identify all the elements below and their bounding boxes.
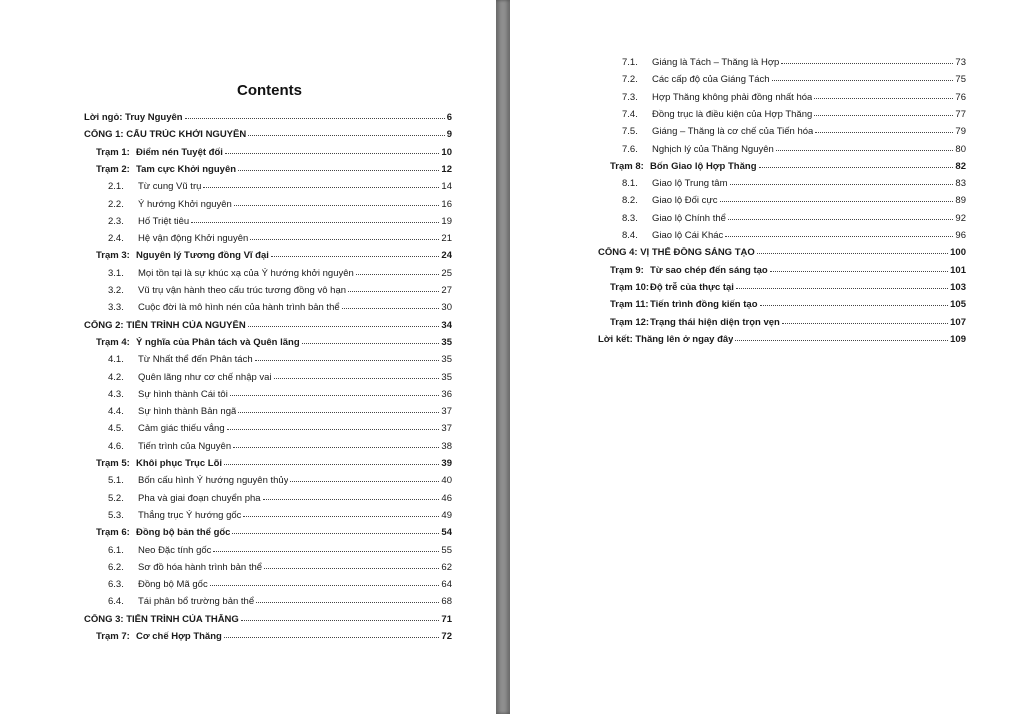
toc-entry-number: 6.3.	[108, 579, 124, 591]
dot-leader	[232, 533, 439, 534]
toc-entry-label: Bốn cấu hình Ý hướng nguyên thủy	[138, 475, 289, 487]
page-gutter	[496, 0, 510, 714]
toc-entry-number: Trạm 4:	[96, 336, 130, 348]
toc-entry[interactable]	[108, 216, 452, 230]
toc-entry-page-number: 68	[441, 596, 452, 608]
dot-leader	[274, 378, 440, 379]
toc-entry-number: 2.3.	[108, 215, 124, 227]
toc-entry-label: Neo Đặc tính gốc	[138, 544, 212, 556]
toc-entry-page-number: 71	[441, 613, 452, 625]
toc-entry-label: Đồng bộ bản thể gốc	[136, 527, 231, 539]
toc-entry[interactable]	[96, 631, 452, 645]
toc-entry-number: 3.2.	[108, 285, 124, 296]
toc-entry[interactable]	[622, 126, 966, 140]
toc-entry-number: 3.3.	[108, 302, 124, 314]
toc-entry-page-number: 35	[441, 336, 452, 348]
toc-entry-page-number: 16	[441, 198, 452, 210]
toc-entry-label: Độ trễ của thực tại	[650, 281, 734, 293]
toc-entry-page-number: 12	[441, 163, 452, 175]
toc-entry-page-number: 39	[441, 458, 452, 469]
toc-entry-label: Giáng là Tách – Thăng là Hợp	[652, 57, 780, 68]
toc-entry-page-number: 103	[950, 281, 966, 293]
toc-entry[interactable]	[610, 299, 966, 313]
toc-entry-number: 6.1.	[108, 544, 124, 556]
toc-entry[interactable]	[610, 317, 966, 331]
toc-entry-label: Trạng thái hiện diện trọn vẹn	[650, 316, 780, 328]
toc-entry-number: 3.1.	[108, 267, 124, 279]
toc-entry-label: Hố Triệt tiêu	[138, 215, 190, 227]
toc-entry-page-number: 72	[441, 631, 452, 642]
toc-entry-label: Hợp Thăng không phải đồng nhất hóa	[652, 91, 813, 103]
toc-entry-label: Nghịch lý của Thăng Nguyên	[652, 143, 774, 155]
toc-entry-number: 6.2.	[108, 561, 124, 573]
toc-entry-label: Thẳng trục Ý hướng gốc	[138, 509, 242, 521]
toc-entry-number: 8.4.	[622, 230, 638, 241]
toc-entry-page-number: 80	[955, 143, 966, 155]
toc-entry[interactable]	[598, 247, 966, 261]
dot-leader	[356, 274, 440, 275]
toc-entry-number: 7.5.	[622, 126, 638, 138]
toc-entry-page-number: 40	[441, 475, 452, 487]
toc-entry-number: 4.3.	[108, 388, 124, 400]
toc-entry-page-number: 89	[955, 195, 966, 207]
toc-entry-number: 2.2.	[108, 198, 124, 210]
toc-entry-number: Trạm 8:	[610, 160, 644, 172]
toc-entry-label: Tam cực Khởi nguyên	[136, 163, 237, 175]
toc-entry-label: Giao lộ Trung tâm	[652, 178, 728, 190]
toc-entry-page-number: 76	[955, 91, 966, 103]
toc-entry[interactable]	[84, 112, 452, 126]
toc-entry-label: Ý hướng Khởi nguyên	[138, 198, 232, 210]
dot-leader	[302, 343, 440, 344]
toc-entry-label: Bốn Giao lộ Hợp Thăng	[650, 160, 757, 172]
toc-entry-page-number: 37	[441, 423, 452, 435]
dot-leader	[233, 447, 439, 448]
dot-leader	[342, 308, 440, 309]
toc-entry[interactable]	[108, 302, 452, 316]
toc-entry[interactable]	[622, 230, 966, 244]
toc-entry-page-number: 49	[441, 509, 452, 521]
toc-entry-page-number: 30	[441, 302, 452, 314]
dot-leader	[210, 585, 440, 586]
dot-leader	[730, 184, 954, 185]
dot-leader	[772, 80, 954, 81]
dot-leader	[814, 98, 953, 99]
toc-entry-number: 2.4.	[108, 233, 124, 245]
toc-entry-page-number: 79	[955, 126, 966, 138]
toc-entry-label: Quên lãng như cơ chế nhập vai	[138, 371, 272, 383]
toc-entry-label: Cuộc đời là mô hình nén của hành trình bản thể	[138, 302, 340, 314]
toc-entry[interactable]	[598, 334, 966, 348]
toc-entry[interactable]	[610, 161, 966, 175]
toc-entry-page-number: 9	[446, 129, 452, 141]
dot-leader	[234, 205, 440, 206]
toc-entry-number: 6.4.	[108, 596, 124, 608]
toc-entry[interactable]	[622, 57, 966, 71]
toc-entry-page-number: 10	[441, 146, 452, 158]
toc-title: Contents	[237, 82, 302, 99]
toc-entry[interactable]	[96, 250, 452, 264]
toc-entry-label: Từ sao chép đến sáng tạo	[650, 264, 768, 276]
toc-entry-page-number: 27	[441, 285, 452, 296]
toc-entry-page-number: 14	[441, 181, 452, 193]
toc-entry[interactable]	[108, 475, 452, 489]
toc-entry-number: 7.2.	[622, 74, 638, 86]
dot-leader	[271, 256, 440, 257]
toc-entry-number: 7.3.	[622, 91, 638, 103]
toc-entry-page-number: 21	[441, 233, 452, 245]
dot-leader	[250, 239, 439, 240]
toc-entry-label: Sơ đồ hóa hành trình bản thể	[138, 561, 263, 573]
toc-entry-label: Mọi tồn tại là sự khúc xạ của Ý hướng khởi nguyên	[138, 267, 354, 279]
toc-entry-label: Đồng bộ Mã gốc	[138, 579, 208, 591]
toc-entry[interactable]	[622, 92, 966, 106]
toc-entry[interactable]	[96, 527, 452, 541]
dot-leader	[238, 412, 439, 413]
dot-leader	[725, 236, 953, 237]
toc-entry-label: Pha và giai đoạn chuyển pha	[138, 492, 261, 504]
dot-leader	[241, 620, 440, 621]
toc-entry[interactable]	[84, 320, 452, 334]
toc-entry-number: 7.4.	[622, 108, 638, 120]
toc-entry-label: Sự hình thành Cái tôi	[138, 388, 228, 400]
toc-entry-label: Hệ vận động Khởi nguyên	[138, 233, 249, 245]
toc-entry-number: 4.5.	[108, 423, 124, 435]
toc-entry-number: Trạm 5:	[96, 458, 130, 469]
toc-entry-number: 4.2.	[108, 371, 124, 383]
dot-leader	[213, 551, 439, 552]
dot-leader	[815, 132, 953, 133]
toc-entry-page-number: 100	[950, 247, 966, 259]
toc-entry-number: 4.1.	[108, 354, 124, 366]
toc-entry[interactable]	[96, 458, 452, 472]
toc-entry-label: CỔNG 2: TIẾN TRÌNH CỦA NGUYÊN	[84, 319, 246, 331]
toc-entry-label: Giáng – Thăng là cơ chế của Tiến hóa	[652, 126, 814, 138]
toc-entry-page-number: 107	[950, 316, 966, 328]
toc-entry-page-number: 24	[441, 250, 452, 262]
dot-leader	[185, 118, 445, 119]
toc-entry-page-number: 35	[441, 354, 452, 366]
dot-leader	[782, 323, 948, 324]
dot-leader	[757, 253, 948, 254]
toc-entry-number: 5.1.	[108, 475, 124, 487]
toc-entry-label: Cảm giác thiếu vắng	[138, 423, 225, 435]
dot-leader	[230, 395, 440, 396]
toc-entry-page-number: 19	[441, 215, 452, 227]
toc-entry-number: 2.1.	[108, 181, 124, 193]
toc-entry[interactable]	[108, 181, 452, 195]
toc-entry-page-number: 54	[441, 527, 452, 539]
toc-entry-label: Từ Nhất thể đến Phân tách	[138, 354, 253, 366]
toc-right	[510, 0, 1012, 714]
dot-leader	[264, 568, 439, 569]
dot-leader	[759, 167, 954, 168]
toc-entry-label: Điểm nén Tuyệt đối	[136, 146, 223, 158]
toc-entry-label: Từ cung Vũ trụ	[138, 181, 202, 193]
toc-entry-page-number: 105	[950, 299, 966, 311]
toc-entry-label: Tiến trình đồng kiến tạo	[650, 299, 758, 311]
toc-entry[interactable]	[108, 406, 452, 420]
toc-entry-page-number: 46	[441, 492, 452, 504]
dot-leader	[760, 305, 949, 306]
dot-leader	[224, 464, 439, 465]
dot-leader	[238, 170, 439, 171]
toc-entry-page-number: 82	[955, 160, 966, 172]
toc-entry-label: Nguyên lý Tương đồng Vĩ đại	[136, 250, 269, 262]
dot-leader	[735, 340, 948, 341]
toc-entry-number: 8.2.	[622, 195, 638, 207]
toc-entry[interactable]	[84, 614, 452, 628]
dot-leader	[814, 115, 953, 116]
toc-entry[interactable]	[108, 268, 452, 282]
toc-entry-number: 8.3.	[622, 212, 638, 224]
toc-entry[interactable]	[622, 144, 966, 158]
dot-leader	[728, 219, 953, 220]
toc-entry-number: 5.2.	[108, 492, 124, 504]
dot-leader	[243, 516, 439, 517]
toc-entry-page-number: 75	[955, 74, 966, 86]
toc-entry[interactable]	[622, 178, 966, 192]
toc-entry-label: CỔNG 1: CẤU TRÚC KHỞI NGUYÊN	[84, 129, 247, 141]
toc-entry[interactable]	[108, 354, 452, 368]
toc-left	[0, 0, 496, 714]
toc-entry-label: Khôi phục Trục Lõi	[136, 458, 223, 469]
dot-leader	[770, 271, 948, 272]
dot-leader	[191, 222, 439, 223]
toc-entry-page-number: 34	[441, 319, 452, 331]
toc-entry-page-number: 64	[441, 579, 452, 591]
dot-leader	[348, 291, 439, 292]
dot-leader	[224, 637, 440, 638]
toc-entry-label: CỔNG 4: VỊ THẾ ĐỒNG SÁNG TẠO	[598, 247, 755, 259]
toc-entry-label: Giao lộ Chính thể	[652, 212, 726, 224]
toc-entry-page-number: 38	[441, 440, 452, 452]
toc-entry[interactable]	[108, 199, 452, 213]
dot-leader	[263, 499, 440, 500]
left-page	[0, 0, 496, 714]
toc-entry-label: Giao lộ Cái Khác	[652, 230, 724, 241]
toc-entry[interactable]	[108, 389, 452, 403]
dot-leader	[290, 481, 439, 482]
toc-entry-page-number: 55	[441, 544, 452, 556]
dot-leader	[227, 429, 440, 430]
toc-entry-page-number: 101	[950, 264, 966, 276]
toc-entry-label: Giao lộ Đối cực	[652, 195, 718, 207]
toc-entry-number: Trạm 1:	[96, 146, 130, 158]
toc-entry[interactable]	[108, 441, 452, 455]
toc-entry-page-number: 25	[441, 267, 452, 279]
toc-entry[interactable]	[622, 213, 966, 227]
toc-entry[interactable]	[108, 562, 452, 576]
toc-entry-label: Ý nghĩa của Phân tách và Quên lãng	[136, 336, 300, 348]
toc-entry[interactable]	[108, 579, 452, 593]
toc-entry-number: 8.1.	[622, 178, 638, 190]
toc-entry-label: CỔNG 3: TIẾN TRÌNH CỦA THĂNG	[84, 613, 239, 625]
toc-entry-page-number: 109	[950, 333, 966, 345]
toc-entry-number: Trạm 2:	[96, 163, 130, 175]
toc-entry-page-number: 37	[441, 406, 452, 418]
toc-entry-page-number: 96	[955, 230, 966, 241]
toc-entry-page-number: 62	[441, 561, 452, 573]
toc-entry-number: Trạm 7:	[96, 631, 130, 642]
toc-entry-number: 4.4.	[108, 406, 124, 418]
dot-leader	[781, 63, 953, 64]
dot-leader	[736, 288, 948, 289]
toc-entry-number: Trạm 11:	[610, 299, 649, 311]
toc-entry-label: Lời ngỏ: Truy Nguyên	[84, 112, 183, 123]
toc-entry-page-number: 73	[955, 57, 966, 68]
toc-entry[interactable]	[84, 129, 452, 143]
toc-entry-label: Tái phân bổ trường bản thể	[138, 596, 255, 608]
toc-entry[interactable]	[96, 337, 452, 351]
toc-entry-page-number: 77	[955, 108, 966, 120]
toc-entry-label: Đồng trục là điều kiện của Hợp Thăng	[652, 108, 813, 120]
toc-entry[interactable]	[622, 195, 966, 209]
toc-entry[interactable]	[108, 285, 452, 299]
toc-entry-label: Lời kết: Thăng lên ở ngay đây	[598, 333, 734, 345]
dot-leader	[248, 326, 440, 327]
toc-entry-page-number: 83	[955, 178, 966, 190]
toc-entry-number: Trạm 12:	[610, 316, 650, 328]
toc-entry-number: 7.6.	[622, 143, 638, 155]
toc-entry-page-number: 6	[446, 112, 452, 123]
toc-entry[interactable]	[96, 164, 452, 178]
right-page	[510, 0, 1012, 714]
toc-entry-number: Trạm 3:	[96, 250, 130, 262]
toc-entry-page-number: 92	[955, 212, 966, 224]
toc-entry[interactable]	[108, 233, 452, 247]
toc-entry-label: Cơ chế Hợp Thăng	[136, 631, 222, 642]
dot-leader	[248, 135, 444, 136]
toc-entry[interactable]	[96, 147, 452, 161]
dot-leader	[255, 360, 440, 361]
toc-entry-page-number: 36	[441, 388, 452, 400]
toc-entry-number: 5.3.	[108, 509, 124, 521]
toc-entry[interactable]	[108, 372, 452, 386]
toc-entry-label: Vũ trụ vận hành theo cấu trúc tương đồng vô hạn	[138, 285, 347, 296]
toc-entry[interactable]	[108, 493, 452, 507]
toc-entry[interactable]	[610, 265, 966, 279]
toc-entry[interactable]	[108, 545, 452, 559]
toc-entry[interactable]	[622, 74, 966, 88]
dot-leader	[203, 187, 439, 188]
dot-leader	[256, 602, 439, 603]
toc-entry[interactable]	[610, 282, 966, 296]
toc-entry[interactable]	[108, 510, 452, 524]
toc-entry[interactable]	[108, 596, 452, 610]
dot-leader	[720, 201, 954, 202]
dot-leader	[776, 150, 954, 151]
toc-entry-number: 4.6.	[108, 440, 124, 452]
toc-entry[interactable]	[622, 109, 966, 123]
toc-entry-number: 7.1.	[622, 57, 638, 68]
toc-entry-label: Các cấp độ của Giáng Tách	[652, 74, 770, 86]
toc-entry-page-number: 35	[441, 371, 452, 383]
toc-entry-number: Trạm 10:	[610, 281, 650, 293]
toc-entry-number: Trạm 9:	[610, 264, 644, 276]
dot-leader	[225, 153, 440, 154]
toc-entry[interactable]	[108, 423, 452, 437]
toc-entry-number: Trạm 6:	[96, 527, 130, 539]
toc-entry-label: Sự hình thành Bản ngã	[138, 406, 237, 418]
toc-entry-label: Tiến trình của Nguyên	[138, 440, 232, 452]
